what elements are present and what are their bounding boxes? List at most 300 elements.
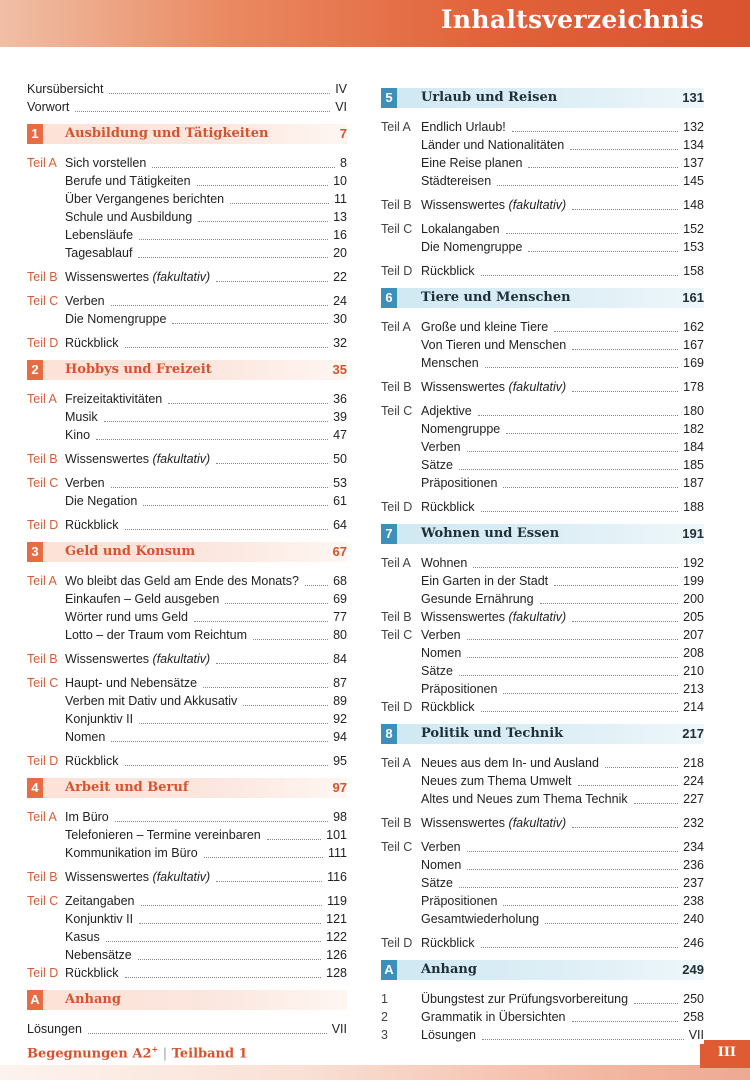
toc-entry-title: Von Tieren und Menschen xyxy=(421,336,570,354)
leader-dots xyxy=(481,711,678,712)
toc-entry[interactable] xyxy=(27,450,347,468)
toc-entry[interactable] xyxy=(381,856,704,874)
toc-entry-page: 145 xyxy=(680,172,704,190)
toc-entry[interactable] xyxy=(27,868,347,886)
toc-entry[interactable] xyxy=(27,80,347,98)
toc-entry-page: 234 xyxy=(680,838,704,856)
toc-entry-title: Nomen xyxy=(421,644,465,662)
toc-entry-page: 152 xyxy=(680,220,704,238)
toc-entry[interactable] xyxy=(381,456,704,474)
toc-entry[interactable] xyxy=(381,318,704,336)
section-title: Arbeit und Beruf xyxy=(65,780,189,795)
toc-entry-page: 122 xyxy=(323,928,347,946)
toc-entry[interactable] xyxy=(27,492,347,510)
section-header[interactable] xyxy=(27,542,347,562)
toc-entry[interactable] xyxy=(27,826,347,844)
toc-entry-title: Telefonieren – Termine vereinbaren xyxy=(65,826,265,844)
toc-entry-title: Adjektive xyxy=(421,402,476,420)
leader-dots xyxy=(506,233,678,234)
toc-entry[interactable] xyxy=(381,336,704,354)
toc-entry-part: Teil D xyxy=(27,966,59,980)
leader-dots xyxy=(125,977,321,978)
toc-entry[interactable] xyxy=(27,844,347,862)
leader-dots xyxy=(194,621,328,622)
toc-entry-page: 24 xyxy=(330,292,347,310)
section-header[interactable] xyxy=(381,960,704,980)
section-number: 5 xyxy=(381,88,397,108)
leader-dots xyxy=(482,1039,684,1040)
toc-entry-page: 207 xyxy=(680,626,704,644)
toc-entry-title: Präpositionen xyxy=(421,474,501,492)
toc-entry[interactable] xyxy=(27,808,347,826)
section-title: Politik und Technik xyxy=(421,726,564,741)
toc-entry-title: Freizeitaktivitäten xyxy=(65,390,166,408)
toc-entry-part: Teil C xyxy=(27,294,59,308)
toc-entry-page: 20 xyxy=(330,244,347,262)
leader-dots xyxy=(545,923,678,924)
leader-dots xyxy=(503,693,678,694)
leader-dots xyxy=(139,239,328,240)
leader-dots xyxy=(172,323,328,324)
leader-dots xyxy=(141,905,322,906)
section-header[interactable] xyxy=(27,778,347,798)
toc-entry[interactable] xyxy=(381,892,704,910)
toc-entry-part: Teil B xyxy=(381,610,412,624)
toc-entry[interactable] xyxy=(381,1026,704,1044)
toc-entry[interactable] xyxy=(27,626,347,644)
toc-entry-title: Verben xyxy=(421,838,465,856)
section-title: Anhang xyxy=(65,992,121,1007)
toc-entry-part: Teil A xyxy=(27,392,57,406)
toc-entry[interactable] xyxy=(381,196,704,214)
section-header[interactable] xyxy=(27,124,347,144)
toc-entry[interactable] xyxy=(27,226,347,244)
toc-entry-page: 178 xyxy=(680,378,704,396)
toc-entry-title: Wörter rund ums Geld xyxy=(65,608,192,626)
toc-entry[interactable] xyxy=(27,964,347,982)
toc-entry-title: Präpositionen xyxy=(421,680,501,698)
toc-entry-page: 116 xyxy=(324,868,347,886)
toc-entry[interactable] xyxy=(381,238,704,256)
toc-entry[interactable] xyxy=(381,644,704,662)
toc-entry[interactable] xyxy=(381,438,704,456)
leader-dots xyxy=(634,1003,678,1004)
toc-entry[interactable] xyxy=(381,118,704,136)
page-number-box xyxy=(700,1040,750,1068)
toc-entry-title: Rückblick xyxy=(65,752,123,770)
toc-entry[interactable] xyxy=(27,190,347,208)
toc-entry-page: IV xyxy=(332,80,347,98)
toc-entry-title: Städtereisen xyxy=(421,172,495,190)
toc-entry-page: 128 xyxy=(323,964,347,982)
section-page: 191 xyxy=(682,526,704,541)
toc-entry[interactable] xyxy=(27,692,347,710)
section-title: Urlaub und Reisen xyxy=(421,90,558,105)
toc-entry-title: Sätze xyxy=(421,874,457,892)
toc-entry-page: 8 xyxy=(337,154,347,172)
toc-entry[interactable] xyxy=(27,674,347,692)
toc-entry[interactable] xyxy=(381,474,704,492)
toc-entry-page: 10 xyxy=(330,172,347,190)
section-title: Geld und Konsum xyxy=(65,544,196,559)
toc-entry[interactable] xyxy=(27,608,347,626)
toc-entry-part: 2 xyxy=(381,1010,388,1024)
toc-entry[interactable] xyxy=(381,220,704,238)
toc-entry-title: Wissenswertes (fakultativ) xyxy=(421,814,570,832)
section-page: 249 xyxy=(682,962,704,977)
toc-entry-title: Lösungen xyxy=(27,1020,86,1038)
toc-entry[interactable] xyxy=(27,752,347,770)
toc-entry-title: Haupt- und Nebensätze xyxy=(65,674,201,692)
toc-entry[interactable] xyxy=(381,910,704,928)
leader-dots xyxy=(473,567,678,568)
toc-entry-title: Wissenswertes (fakultativ) xyxy=(65,450,214,468)
section-header[interactable] xyxy=(381,724,704,744)
leader-dots xyxy=(125,529,328,530)
section-number: 3 xyxy=(27,542,43,562)
toc-entry-page: 184 xyxy=(680,438,704,456)
toc-entry-page: 98 xyxy=(330,808,347,826)
leader-dots xyxy=(216,663,328,664)
toc-entry[interactable] xyxy=(27,310,347,328)
toc-entry[interactable] xyxy=(381,590,704,608)
footer-separator: | xyxy=(162,1046,168,1062)
toc-entry-part: Teil B xyxy=(381,198,412,212)
leader-dots xyxy=(497,185,678,186)
toc-entry-page: 238 xyxy=(680,892,704,910)
section-header[interactable] xyxy=(381,88,704,108)
toc-entry-page: 94 xyxy=(330,728,347,746)
toc-entry-page: 121 xyxy=(323,910,347,928)
toc-entry[interactable] xyxy=(381,838,704,856)
toc-entry[interactable] xyxy=(381,572,704,590)
toc-entry-page: 153 xyxy=(680,238,704,256)
section-number: A xyxy=(381,960,397,980)
section-title: Hobbys und Freizeit xyxy=(65,362,212,377)
section-page: 35 xyxy=(332,362,347,377)
footer-sup: + xyxy=(151,1044,159,1054)
toc-entry[interactable] xyxy=(381,754,704,772)
toc-entry[interactable] xyxy=(381,772,704,790)
toc-entry-page: 240 xyxy=(680,910,704,928)
toc-entry-page: 53 xyxy=(330,474,347,492)
toc-entry-title: Rückblick xyxy=(421,498,479,516)
toc-entry-page: 47 xyxy=(330,426,347,444)
leader-dots xyxy=(152,167,335,168)
leader-dots xyxy=(106,941,321,942)
toc-entry-title: Kursübersicht xyxy=(27,80,107,98)
toc-entry-page: 68 xyxy=(330,572,347,590)
toc-entry[interactable] xyxy=(27,650,347,668)
leader-dots xyxy=(230,203,329,204)
toc-entry-title: Einkaufen – Geld ausgeben xyxy=(65,590,223,608)
toc-entry[interactable] xyxy=(27,946,347,964)
toc-entry[interactable] xyxy=(27,892,347,910)
toc-entry-title: Die Negation xyxy=(65,492,141,510)
toc-entry-page: 132 xyxy=(680,118,704,136)
toc-entry-part: Teil B xyxy=(381,380,412,394)
leader-dots xyxy=(572,827,678,828)
section-page: 7 xyxy=(339,126,347,141)
toc-entry-page: 199 xyxy=(680,572,704,590)
leader-dots xyxy=(467,657,678,658)
toc-entry[interactable] xyxy=(27,98,347,116)
toc-entry-title: Rückblick xyxy=(421,262,479,280)
page-title: Inhaltsverzeichnis xyxy=(440,5,704,34)
toc-entry[interactable] xyxy=(381,1008,704,1026)
toc-entry-page: 185 xyxy=(680,456,704,474)
toc-entry[interactable] xyxy=(27,292,347,310)
toc-entry-title: Rückblick xyxy=(421,934,479,952)
leader-dots xyxy=(138,959,321,960)
toc-entry[interactable] xyxy=(27,474,347,492)
toc-entry[interactable] xyxy=(381,378,704,396)
toc-entry[interactable] xyxy=(381,608,704,626)
page-number: III xyxy=(717,1045,736,1060)
toc-entry-page: 87 xyxy=(330,674,347,692)
leader-dots xyxy=(506,433,678,434)
toc-entry-title: Menschen xyxy=(421,354,483,372)
toc-entry[interactable] xyxy=(27,728,347,746)
toc-entry[interactable] xyxy=(381,934,704,952)
section-title: Ausbildung und Tätigkeiten xyxy=(65,126,269,141)
toc-entry-title: Wissenswertes (fakultativ) xyxy=(421,608,570,626)
toc-entry-part: Teil C xyxy=(27,894,59,908)
toc-entry-part: Teil B xyxy=(27,652,58,666)
toc-entry-page: VII xyxy=(329,1020,347,1038)
toc-entry[interactable] xyxy=(381,402,704,420)
toc-left-column xyxy=(27,80,347,1038)
toc-entry-page: 187 xyxy=(680,474,704,492)
toc-entry-title: Die Nomengruppe xyxy=(65,310,170,328)
toc-entry-title: Wissenswertes (fakultativ) xyxy=(65,268,214,286)
toc-entry-page: 167 xyxy=(680,336,704,354)
toc-entry-part: Teil A xyxy=(381,556,411,570)
toc-entry-page: 95 xyxy=(330,752,347,770)
leader-dots xyxy=(198,221,328,222)
toc-entry-title: Altes und Neues zum Thema Technik xyxy=(421,790,632,808)
toc-entry-part: Teil D xyxy=(27,754,59,768)
toc-entry[interactable] xyxy=(27,408,347,426)
toc-entry-part: 1 xyxy=(381,992,388,1006)
toc-entry-page: 119 xyxy=(324,892,347,910)
toc-entry-title: Wissenswertes (fakultativ) xyxy=(421,378,570,396)
toc-entry-page: 89 xyxy=(330,692,347,710)
toc-entry[interactable] xyxy=(381,136,704,154)
toc-entry-title: Sich vorstellen xyxy=(65,154,150,172)
toc-entry-title: Verben xyxy=(65,292,109,310)
toc-entry-page: 13 xyxy=(330,208,347,226)
toc-entry-title: Sätze xyxy=(421,456,457,474)
leader-dots xyxy=(478,415,678,416)
toc-entry-page: 224 xyxy=(680,772,704,790)
toc-entry-title: Lokalangaben xyxy=(421,220,504,238)
toc-entry-page: VII xyxy=(686,1026,704,1044)
toc-entry-page: 182 xyxy=(680,420,704,438)
toc-entry[interactable] xyxy=(27,1020,347,1038)
leader-dots xyxy=(467,851,678,852)
section-header[interactable] xyxy=(27,990,347,1010)
toc-entry-title: Neues aus dem In- und Ausland xyxy=(421,754,603,772)
section-title: Tiere und Menschen xyxy=(421,290,571,305)
toc-entry-title: Tagesablauf xyxy=(65,244,136,262)
toc-entry[interactable] xyxy=(381,262,704,280)
toc-entry[interactable] xyxy=(381,626,704,644)
toc-entry-page: 205 xyxy=(680,608,704,626)
toc-entry[interactable] xyxy=(27,172,347,190)
section-page: 161 xyxy=(682,290,704,305)
footer-bar xyxy=(0,1065,750,1080)
toc-entry-title: Lebensläufe xyxy=(65,226,137,244)
leader-dots xyxy=(104,421,328,422)
toc-entry-title: Gesamtwiederholung xyxy=(421,910,543,928)
leader-dots xyxy=(225,603,328,604)
toc-entry-title: Nebensätze xyxy=(65,946,136,964)
toc-entry[interactable] xyxy=(381,790,704,808)
leader-dots xyxy=(115,821,328,822)
toc-entry-title: Verben mit Dativ und Akkusativ xyxy=(65,692,241,710)
toc-entry-title: Präpositionen xyxy=(421,892,501,910)
leader-dots xyxy=(459,469,678,470)
section-number: 7 xyxy=(381,524,397,544)
toc-entry[interactable] xyxy=(381,814,704,832)
leader-dots xyxy=(634,803,678,804)
toc-entry[interactable] xyxy=(381,154,704,172)
toc-entry-page: 200 xyxy=(680,590,704,608)
toc-entry-title: Lösungen xyxy=(421,1026,480,1044)
section-header[interactable] xyxy=(381,524,704,544)
header-bar xyxy=(0,0,750,47)
leader-dots xyxy=(481,947,678,948)
leader-dots xyxy=(485,367,678,368)
toc-entry-title: Grammatik in Übersichten xyxy=(421,1008,570,1026)
toc-entry-title: Nomen xyxy=(421,856,465,874)
toc-entry[interactable] xyxy=(381,874,704,892)
toc-entry[interactable] xyxy=(27,268,347,286)
toc-entry[interactable] xyxy=(27,334,347,352)
toc-entry-title: Wo bleibt das Geld am Ende des Monats? xyxy=(65,572,303,590)
toc-entry-part: Teil B xyxy=(27,270,58,284)
toc-entry-title: Zeitangaben xyxy=(65,892,139,910)
leader-dots xyxy=(125,347,328,348)
leader-dots xyxy=(216,463,328,464)
toc-entry-title: Musik xyxy=(65,408,102,426)
toc-entry[interactable] xyxy=(27,426,347,444)
toc-entry-page: 137 xyxy=(680,154,704,172)
toc-entry-page: 30 xyxy=(330,310,347,328)
section-page: 67 xyxy=(332,544,347,559)
toc-entry[interactable] xyxy=(27,910,347,928)
leader-dots xyxy=(459,887,678,888)
toc-entry[interactable] xyxy=(381,420,704,438)
toc-entry-page: 210 xyxy=(680,662,704,680)
toc-entry-part: Teil D xyxy=(27,518,59,532)
toc-entry-page: 69 xyxy=(330,590,347,608)
toc-entry[interactable] xyxy=(27,516,347,534)
toc-entry[interactable] xyxy=(381,498,704,516)
toc-entry[interactable] xyxy=(381,990,704,1008)
toc-entry-page: 218 xyxy=(680,754,704,772)
leader-dots xyxy=(572,621,678,622)
toc-entry-title: Verben xyxy=(65,474,109,492)
toc-entry-title: Rückblick xyxy=(65,964,123,982)
toc-entry[interactable] xyxy=(381,172,704,190)
toc-entry[interactable] xyxy=(381,662,704,680)
leader-dots xyxy=(578,785,678,786)
toc-entry-page: 36 xyxy=(330,390,347,408)
leader-dots xyxy=(75,111,330,112)
leader-dots xyxy=(528,251,678,252)
toc-entry-title: Konjunktiv II xyxy=(65,910,137,928)
toc-entry[interactable] xyxy=(27,710,347,728)
toc-entry-page: 39 xyxy=(330,408,347,426)
toc-entry-page: 11 xyxy=(331,190,347,208)
toc-entry[interactable] xyxy=(27,390,347,408)
leader-dots xyxy=(109,93,330,94)
toc-entry[interactable] xyxy=(27,208,347,226)
leader-dots xyxy=(512,131,678,132)
toc-entry[interactable] xyxy=(381,354,704,372)
toc-entry[interactable] xyxy=(27,590,347,608)
toc-entry-part: Teil B xyxy=(27,452,58,466)
toc-entry-page: 126 xyxy=(323,946,347,964)
toc-entry-page: 192 xyxy=(680,554,704,572)
toc-entry-page: 180 xyxy=(680,402,704,420)
toc-entry[interactable] xyxy=(27,154,347,172)
toc-entry-page: 16 xyxy=(330,226,347,244)
section-number: 8 xyxy=(381,724,397,744)
toc-entry[interactable] xyxy=(27,572,347,590)
toc-entry-page: 214 xyxy=(680,698,704,716)
toc-entry-part: Teil C xyxy=(27,476,59,490)
section-page: 131 xyxy=(682,90,704,105)
toc-entry-part: Teil D xyxy=(381,500,413,514)
toc-entry-title: Rückblick xyxy=(65,516,123,534)
toc-entry[interactable] xyxy=(27,244,347,262)
toc-entry-title: Gesunde Ernährung xyxy=(421,590,538,608)
toc-entry-page: 227 xyxy=(680,790,704,808)
leader-dots xyxy=(467,639,678,640)
leader-dots xyxy=(168,403,328,404)
section-number: 1 xyxy=(27,124,43,144)
leader-dots xyxy=(253,639,328,640)
section-title: Wohnen und Essen xyxy=(421,526,560,541)
leader-dots xyxy=(267,839,321,840)
toc-entry-title: Verben xyxy=(421,438,465,456)
toc-entry-part: Teil C xyxy=(381,840,413,854)
toc-entry[interactable] xyxy=(381,698,704,716)
section-number: 6 xyxy=(381,288,397,308)
toc-entry-title: Wissenswertes (fakultativ) xyxy=(65,868,214,886)
leader-dots xyxy=(503,487,678,488)
leader-dots xyxy=(572,1021,678,1022)
toc-entry-page: 61 xyxy=(330,492,347,510)
toc-entry-title: Eine Reise planen xyxy=(421,154,526,172)
toc-entry[interactable] xyxy=(381,554,704,572)
leader-dots xyxy=(204,857,323,858)
section-header[interactable] xyxy=(27,360,347,380)
toc-entry[interactable] xyxy=(27,928,347,946)
section-header[interactable] xyxy=(381,288,704,308)
leader-dots xyxy=(305,585,328,586)
toc-entry[interactable] xyxy=(381,680,704,698)
toc-entry-title: Sätze xyxy=(421,662,457,680)
toc-entry-title: Ein Garten in der Stadt xyxy=(421,572,552,590)
leader-dots xyxy=(572,391,678,392)
toc-entry-page: 32 xyxy=(330,334,347,352)
leader-dots xyxy=(125,765,328,766)
toc-entry-part: Teil C xyxy=(381,222,413,236)
